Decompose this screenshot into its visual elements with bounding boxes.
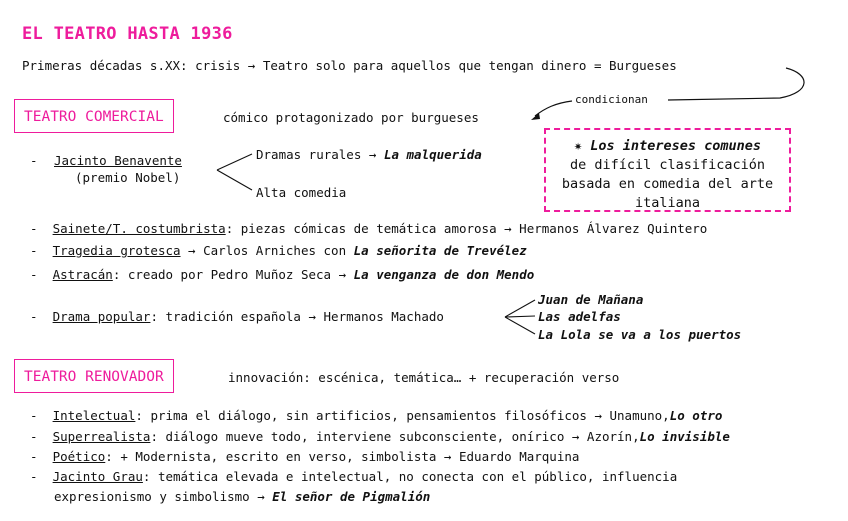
list-item: [30, 449, 579, 464]
item-label: Tragedia grotesca: [52, 243, 181, 258]
benavente-branch1: [256, 147, 482, 162]
item-work: Lo otro: [669, 408, 723, 423]
condicionan-curve: [668, 68, 804, 100]
benavente-branch-up: [217, 154, 252, 170]
list-item-popular: [30, 309, 444, 324]
note-bold: Los intereses comunes: [590, 138, 761, 154]
machado-branch-2: [505, 316, 535, 317]
benavente-name: Jacinto Benavente: [54, 153, 182, 168]
benavente-dash: -: [30, 153, 38, 168]
note-line2: de difícil clasificación: [569, 157, 766, 173]
renovador-desc: innovación: escénica, temática… + recuperación verso: [228, 370, 620, 385]
item-dash: -: [30, 429, 38, 444]
popular-work-3: La Lola se va a los puertos: [538, 327, 742, 342]
item-dash: -: [30, 267, 38, 282]
branch1-work: La malquerida: [383, 147, 482, 162]
item-label: Jacinto Grau: [52, 469, 143, 484]
condicionan-arrowhead: [531, 113, 540, 120]
list-item: [30, 408, 722, 423]
list-item: [30, 429, 730, 444]
comercial-desc: cómico protagonizado por burgueses: [223, 110, 479, 125]
item-dash: -: [30, 449, 38, 464]
popular-work-2: Las adelfas: [538, 309, 621, 324]
item-dash: -: [30, 469, 38, 484]
item-dash: -: [30, 243, 38, 258]
grau-text: expresionismo y simbolismo →: [54, 489, 265, 504]
item-dash: -: [30, 221, 38, 236]
item-label: Poético: [52, 449, 106, 464]
machado-branch-1: [505, 300, 535, 317]
item-dash: -: [30, 309, 38, 324]
condicionan-label: condicionan: [575, 93, 648, 106]
popular-work-1: Juan de Mañana: [538, 292, 644, 307]
item-label: Drama popular: [52, 309, 151, 324]
item-work: La venganza de don Mendo: [353, 267, 535, 282]
grau-line2: [54, 489, 430, 504]
page-title: EL TEATRO HASTA 1936: [22, 24, 233, 44]
item-text: : temática elevada e intelectual, no conecta con el público, influencia: [142, 469, 678, 484]
benavente-branch2: Alta comedia: [256, 185, 347, 200]
note-box: [544, 128, 791, 212]
condicionan-arrow: [535, 101, 572, 116]
branch1-text: Dramas rurales →: [256, 147, 377, 162]
item-label: Intelectual: [52, 408, 136, 423]
item-label: Sainete/T. costumbrista: [52, 221, 226, 236]
machado-branch-3: [505, 317, 535, 334]
list-item: [30, 243, 527, 258]
renovador-heading: TEATRO RENOVADOR: [14, 359, 174, 393]
item-label: Superrealista: [52, 429, 151, 444]
item-text: → Carlos Arniches con: [180, 243, 354, 258]
list-item: [30, 469, 677, 484]
item-text: : diálogo mueve todo, interviene subconsciente, onírico → Azorín,: [150, 429, 640, 444]
benavente-branch-down: [217, 170, 252, 190]
note-line3: basada en comedia del arte: [561, 176, 774, 192]
asterisk-icon: ✷: [574, 138, 583, 154]
grau-work: El señor de Pigmalión: [272, 489, 431, 504]
item-work: Lo invisible: [639, 429, 730, 444]
item-text: : prima el diálogo, sin artificios, pensamientos filosóficos → Unamuno,: [135, 408, 670, 423]
intro-line: Primeras décadas s.XX: crisis → Teatro solo para aquellos que tengan dinero = Burgueses: [22, 58, 677, 73]
list-item: [30, 267, 534, 282]
list-item: [30, 221, 707, 236]
item-text: : tradición española → Hermanos Machado: [150, 309, 444, 324]
comercial-heading: TEATRO COMERCIAL: [14, 99, 174, 133]
item-dash: -: [30, 408, 38, 423]
item-label: Astracán: [52, 267, 113, 282]
note-line4: italiana: [634, 195, 701, 211]
item-work: La señorita de Trevélez: [353, 243, 527, 258]
item-text: : creado por Pedro Muñoz Seca →: [112, 267, 354, 282]
benavente-prize: (premio Nobel): [75, 170, 181, 185]
item-text: : + Modernista, escrito en verso, simbolista → Eduardo Marquina: [105, 449, 580, 464]
item-text: : piezas cómicas de temática amorosa → Hermanos Álvarez Quintero: [225, 221, 708, 236]
